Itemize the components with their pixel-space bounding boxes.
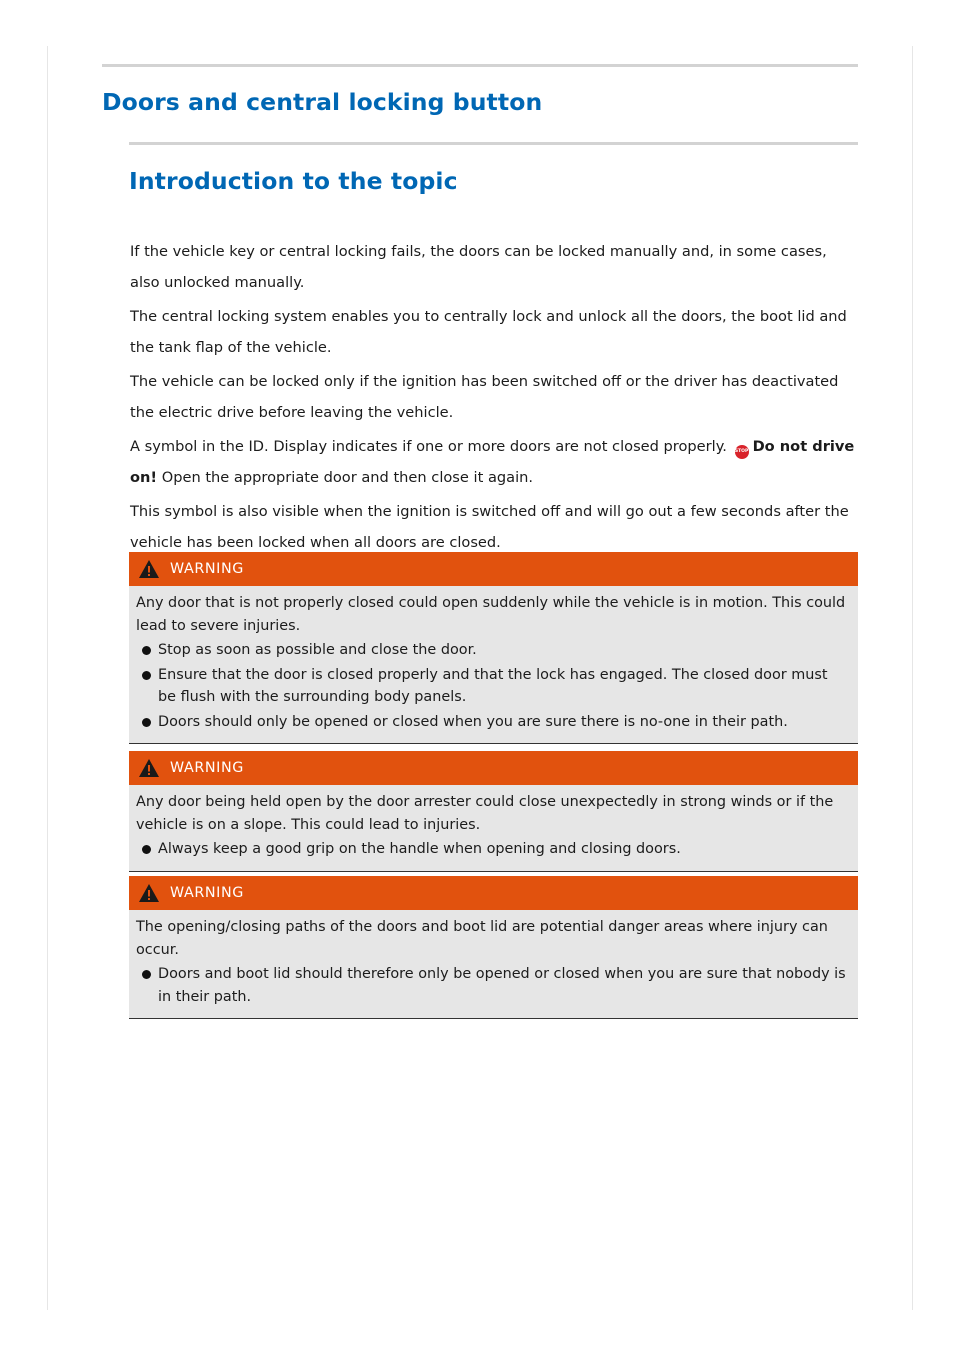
intro-paragraph-4-text: A symbol in the ID. Display indicates if one or more doors are not closed properly. <box>130 438 727 455</box>
section-title: Introduction to the topic <box>129 167 458 195</box>
warning-list <box>136 639 850 733</box>
top-rule <box>102 64 858 67</box>
warning-list-item: Doors should only be opened or closed when you are sure there is no-one in their path. <box>158 711 850 734</box>
warning-list-item: Stop as soon as possible and close the door. <box>158 639 850 662</box>
section-rule <box>129 142 858 145</box>
intro-paragraph-3: The vehicle can be locked only if the ignition has been switched off or the driver has deactivated the electric drive before leaving the vehicle. <box>130 373 839 421</box>
warning-body <box>129 785 858 871</box>
warning-text: Any door that is not properly closed could open suddenly while the vehicle is in motion. This could lead to severe injuries. <box>136 595 846 634</box>
intro-paragraph-4-rest: Open the appropriate door and then close it again. <box>161 468 534 486</box>
warning-header <box>129 751 858 785</box>
warning-list-item: Doors and boot lid should therefore only be opened or closed when you are sure that nobody is in their path. <box>158 963 850 1008</box>
warning-triangle-icon <box>138 559 160 579</box>
warning-body <box>129 910 858 1018</box>
warning-header <box>129 552 858 586</box>
stop-sign-label: STOP <box>734 449 749 454</box>
warning-text: The opening/closing paths of the doors and boot lid are potential danger areas where injury can occur. <box>136 919 828 958</box>
intro-text <box>130 237 860 562</box>
warning-box-2 <box>129 751 858 872</box>
warning-text: Any door being held open by the door arrester could close unexpectedly in strong winds or if the vehicle is on a slope. This could lead to injuries. <box>136 794 834 833</box>
intro-paragraph-4 <box>130 432 860 493</box>
do-not-drive-text: Do not drive on! <box>130 438 855 486</box>
intro-paragraph-1: If the vehicle key or central locking fails, the doors can be locked manually and, in some cases, also unlocked manually. <box>130 243 827 291</box>
warning-triangle-icon <box>138 883 160 903</box>
warning-box-3 <box>129 876 858 1019</box>
warning-list-item: Ensure that the door is closed properly and that the lock has engaged. The closed door must be flush with the surrounding body panels. <box>158 664 850 709</box>
warning-label: WARNING <box>170 885 244 901</box>
warning-list <box>136 838 850 861</box>
warning-list <box>136 963 850 1008</box>
page-title: Doors and central locking button <box>102 88 543 116</box>
warning-body <box>129 586 858 743</box>
page-border-left <box>47 46 48 1310</box>
stop-sign-icon <box>735 445 749 459</box>
warning-box-1 <box>129 552 858 744</box>
warning-list-item: Always keep a good grip on the handle when opening and closing doors. <box>158 838 850 861</box>
warning-label: WARNING <box>170 561 244 577</box>
intro-paragraph-5: This symbol is also visible when the ignition is switched off and will go out a few seconds after the vehicle has been locked when all doors are closed. <box>130 503 849 551</box>
warning-triangle-icon <box>138 758 160 778</box>
warning-label: WARNING <box>170 760 244 776</box>
intro-paragraph-2: The central locking system enables you to centrally lock and unlock all the doors, the boot lid and the tank flap of the vehicle. <box>130 308 847 356</box>
warning-header <box>129 876 858 910</box>
page-border-right <box>912 46 913 1310</box>
